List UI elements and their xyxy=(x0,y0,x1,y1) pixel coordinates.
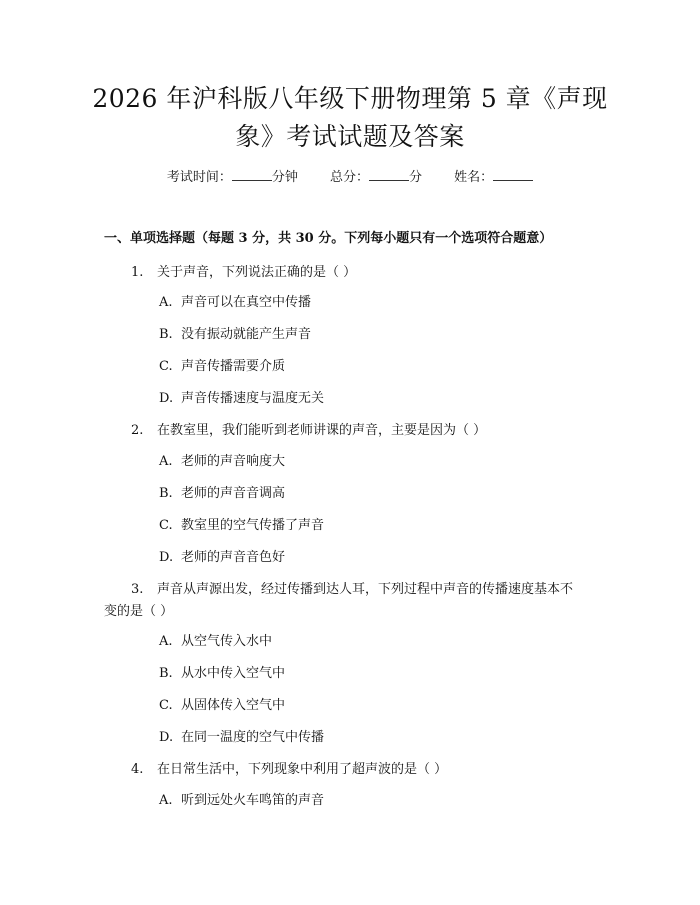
option-letter: A. xyxy=(159,295,173,310)
question-text: 声音从声源出发，经过传播到达人耳，下列过程中声音的传播速度基本不 xyxy=(157,582,574,597)
option-text: 声音可以在真空中传播 xyxy=(181,295,312,310)
section-heading-single-choice: 一、单项选择题（每题 3 分，共 30 分。下列每小题只有一个选项符合题意） xyxy=(104,231,553,246)
question-3-line-1 xyxy=(131,579,573,600)
question-2 xyxy=(131,420,486,441)
option-text: 声音传播需要介质 xyxy=(181,359,286,374)
question-2-option-b xyxy=(159,484,285,504)
question-4 xyxy=(131,759,447,780)
option-letter: A. xyxy=(159,454,173,469)
total-score-blank xyxy=(369,168,409,181)
question-2-option-d xyxy=(159,548,285,568)
option-text: 声音传播速度与温度无关 xyxy=(181,391,325,406)
exam-time-unit: 分钟 xyxy=(271,170,298,185)
option-text: 没有振动就能产生声音 xyxy=(181,327,312,342)
question-3-line-2: 变的是（ ） xyxy=(104,604,174,619)
question-text: 在教室里，我们能听到老师讲课的声音，主要是因为（ ） xyxy=(157,423,487,438)
option-text: 老师的声音响度大 xyxy=(181,454,286,469)
student-name-field xyxy=(454,170,533,185)
question-3-option-c xyxy=(159,696,285,716)
title-line-2: 象》考试试题及答案 xyxy=(235,122,465,151)
title-line-1: 2026 年沪科版八年级下册物理第 5 章《声现 xyxy=(92,84,608,113)
exam-time-field xyxy=(167,170,298,185)
total-score-unit: 分 xyxy=(409,170,423,185)
question-2-option-c xyxy=(159,516,324,536)
option-letter: D. xyxy=(159,550,174,565)
student-name-label: 姓名： xyxy=(454,170,494,185)
option-text: 从空气传入水中 xyxy=(181,634,273,649)
question-2-option-a xyxy=(159,452,285,472)
total-score-label: 总分： xyxy=(329,170,369,185)
option-letter: D. xyxy=(159,730,174,745)
question-text: 在日常生活中，下列现象中利用了超声波的是（ ） xyxy=(157,762,448,777)
total-score-field xyxy=(330,170,422,185)
option-text: 老师的声音音调高 xyxy=(181,486,286,501)
exam-time-blank xyxy=(232,168,272,181)
exam-time-label: 考试时间： xyxy=(166,170,232,185)
option-letter: B. xyxy=(159,327,173,342)
exam-info-line xyxy=(0,168,700,188)
option-letter: C. xyxy=(159,359,173,374)
option-letter: A. xyxy=(159,793,173,808)
option-text: 教室里的空气传播了声音 xyxy=(181,518,325,533)
question-1-option-c xyxy=(159,357,285,377)
question-number: 3. xyxy=(131,582,144,597)
question-number: 4. xyxy=(131,762,144,777)
question-1 xyxy=(131,262,356,283)
option-letter: C. xyxy=(159,518,173,533)
question-number: 1. xyxy=(131,265,144,280)
option-text: 从固体传入空气中 xyxy=(181,698,286,713)
option-letter: A. xyxy=(159,634,173,649)
option-text: 从水中传入空气中 xyxy=(181,666,286,681)
question-3-option-d xyxy=(159,728,324,748)
question-1-option-b xyxy=(159,325,311,345)
question-number: 2. xyxy=(131,423,144,438)
question-text: 关于声音，下列说法正确的是（ ） xyxy=(157,265,357,280)
student-name-blank xyxy=(493,168,533,181)
question-1-option-a xyxy=(159,293,311,313)
option-letter: D. xyxy=(159,391,174,406)
question-1-option-d xyxy=(159,389,324,409)
option-text: 听到远处火车鸣笛的声音 xyxy=(181,793,325,808)
question-3-option-b xyxy=(159,664,285,684)
option-text: 在同一温度的空气中传播 xyxy=(181,730,325,745)
question-3-option-a xyxy=(159,632,272,652)
exam-title xyxy=(60,80,640,156)
option-letter: B. xyxy=(159,486,173,501)
option-letter: B. xyxy=(159,666,173,681)
option-letter: C. xyxy=(159,698,173,713)
option-text: 老师的声音音色好 xyxy=(181,550,286,565)
question-4-option-a xyxy=(159,791,324,811)
